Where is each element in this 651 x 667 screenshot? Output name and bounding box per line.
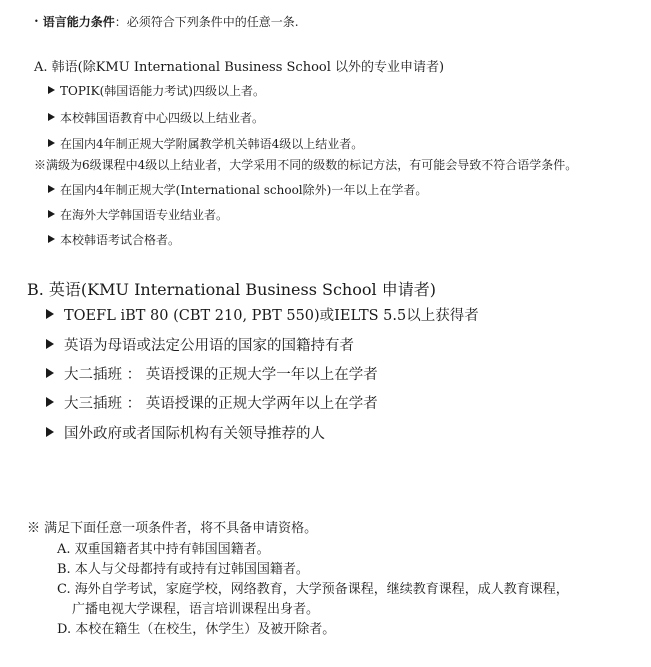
list-item: 大三插班 ： 英语授课的正规大学两年以上在学者 bbox=[46, 392, 378, 413]
disqualify-item: D. 本校在籍生（在校生，休学生）及被开除者。 bbox=[57, 622, 336, 637]
list-item: 在海外大学韩国语专业结业者。 bbox=[48, 206, 228, 223]
list-item: 在国内4年制正规大学(International school除外)一年以上在学者。 bbox=[48, 181, 427, 198]
disqualify-item: A. 双重国籍者其中持有韩国国籍者。 bbox=[57, 542, 270, 557]
triangle-bullet-icon bbox=[46, 339, 54, 349]
intro-line bbox=[34, 13, 299, 30]
list-item: 本校韩语考试合格者。 bbox=[48, 231, 180, 248]
list-item: TOPIK(韩国语能力考试)四级以上者。 bbox=[48, 82, 265, 99]
list-item: 在国内4年制正规大学附属教学机关韩语4级以上结业者。 bbox=[48, 135, 363, 152]
list-item: TOEFL iBT 80 (CBT 210, PBT 550)或IELTS 5.5以上获得者 bbox=[46, 304, 479, 325]
disqualify-item: C. 海外自学考试，家庭学校，网络教育，大学预备课程，继续教育课程，成人教育课程， bbox=[57, 582, 569, 597]
triangle-bullet-icon bbox=[48, 235, 55, 243]
triangle-bullet-icon bbox=[48, 139, 55, 147]
list-item: 英语为母语或法定公用语的国家的国籍持有者 bbox=[46, 334, 354, 355]
intro-label: 语言能力条件 bbox=[42, 15, 115, 29]
list-item: 本校韩国语教育中心四级以上结业者。 bbox=[48, 109, 264, 126]
triangle-bullet-icon bbox=[48, 210, 55, 218]
triangle-bullet-icon bbox=[48, 185, 55, 193]
list-item: 大二插班 ： 英语授课的正规大学一年以上在学者 bbox=[46, 363, 378, 384]
section-b-heading: B. 英语(KMU International Business School 申请者) bbox=[27, 280, 436, 299]
disqualify-heading: ※ 满足下面任意一项条件者，将不具备申请资格。 bbox=[27, 521, 318, 536]
triangle-bullet-icon bbox=[46, 368, 54, 378]
list-item: 国外政府或者国际机构有关领导推荐的人 bbox=[46, 422, 325, 443]
triangle-bullet-icon bbox=[46, 427, 54, 437]
triangle-bullet-icon bbox=[48, 113, 55, 121]
triangle-bullet-icon bbox=[48, 86, 55, 94]
disqualify-item: B. 本人与父母都持有或持有过韩国国籍者。 bbox=[57, 562, 309, 577]
triangle-bullet-icon bbox=[46, 309, 54, 319]
section-a-note: ※满级为6级课程中4级以上结业者，大学采用不同的级数的标记方法，有可能会导致不符合语学条件。 bbox=[34, 158, 578, 172]
section-a-heading: A. 韩语(除KMU International Business School 以外的专业申请者) bbox=[34, 60, 445, 75]
bullet-icon: • bbox=[34, 17, 39, 26]
triangle-bullet-icon bbox=[46, 397, 54, 407]
intro-text: ：必须符合下列条件中的任意一条. bbox=[114, 15, 299, 29]
disqualify-item-continued: 广播电视大学课程，语言培训课程出身者。 bbox=[72, 602, 320, 617]
